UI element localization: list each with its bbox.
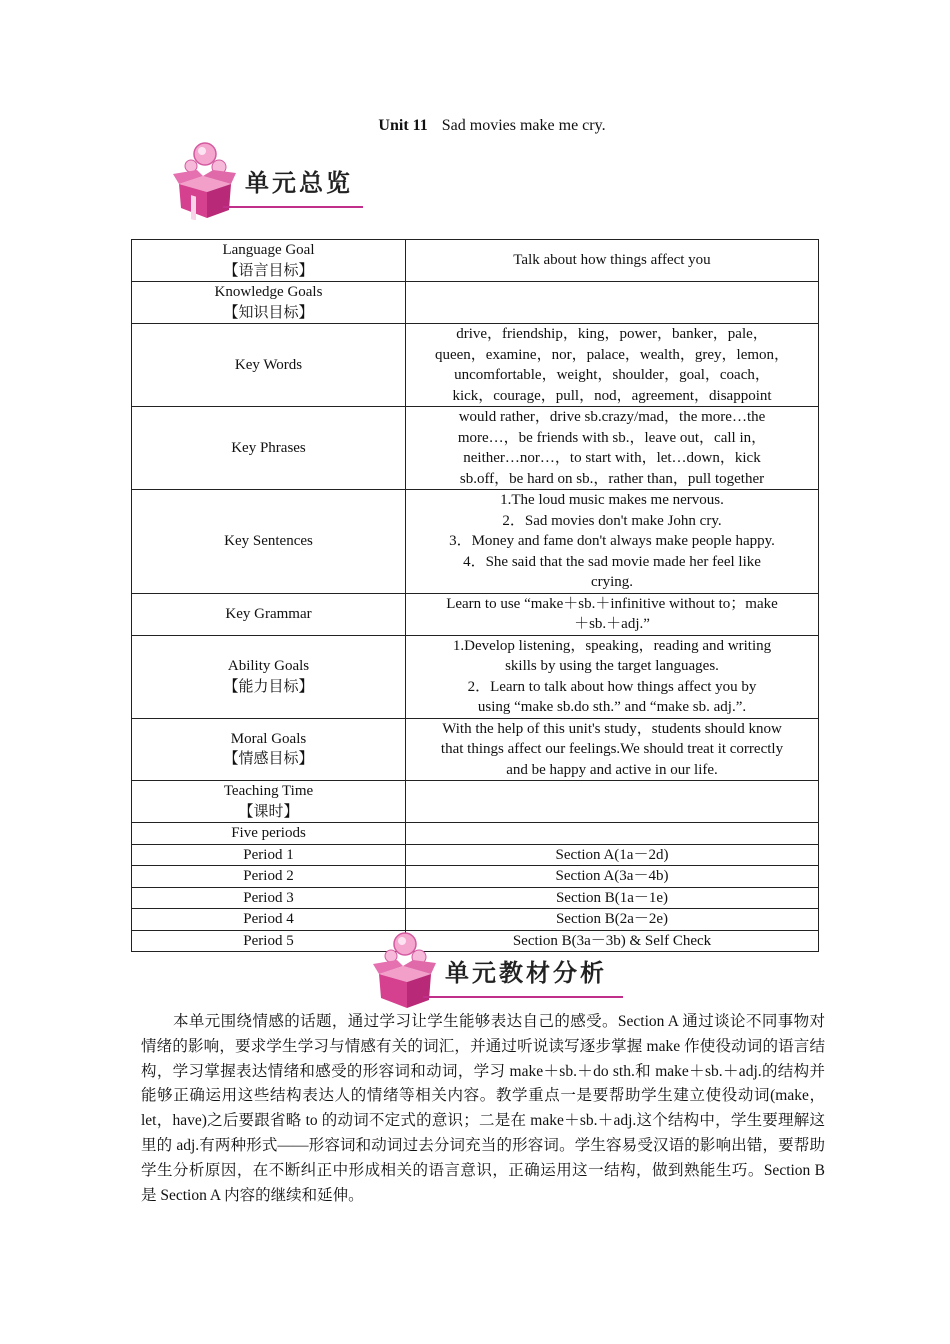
table-row — [132, 866, 819, 888]
row-label: Key Phrases — [132, 407, 406, 490]
row-value: would rather，drive sb.crazy/mad，the more…the more…，be friends with sb.，leave out，call in， neither…nor…，to start with，let…down，kick sb.off，be hard on sb.，rather than，pull together — [406, 407, 819, 490]
row-value: Section A(3a－4b) — [406, 866, 819, 888]
row-value: Section B(1a－1e) — [406, 887, 819, 909]
row-label: Knowledge Goals 【知识目标】 — [132, 282, 406, 324]
analysis-paragraph: 本单元围绕情感的话题，通过学习让学生能够表达自己的感受。Section A 通过谈论不同事物对情绪的影响，要求学生学习与情感有关的词汇，并通过听说读写逐步掌握 make 作使役动词的语言结构，学习掌握表达情绪和感受的形容词和动词，学习 make＋sb.＋do sth.和 make＋sb.＋adj.的结构并能够正确运用这些结构表达人的情绪等相关内容。教学重点一是要帮助学生建立使役动词(make，let，have)之后要跟省略 to 的动词不定式的意识；二是在 make＋sb.＋adj.这个结构中，学生要理解这里的 adj.有两种形式——形容词和动词过去分词充当的形容词。学生容易受汉语的影响出错，要帮助学生分析原因，在不断纠正中形成相关的语言意识，正确运用这一结构，做到熟能生巧。Section B 是 Section A 内容的继续和延伸。 — [141, 1013, 825, 1204]
row-value: drive，friendship，king，power，banker，pale， queen，examine，nor，palace，wealth，grey，lemon， uncomfortable，weight，shoulder，goal，coach， kick，courage，pull，nod，agreement，disappoint — [406, 324, 819, 407]
row-value: With the help of this unit's study，students should know that things affect our feelings.We should treat it correctly and be happy and active in our life. — [406, 718, 819, 781]
banner-title: 单元教材分析 — [445, 958, 607, 987]
row-label: Period 1 — [132, 844, 406, 866]
row-label: Period 3 — [132, 887, 406, 909]
row-value: Talk about how things affect you — [406, 240, 819, 282]
row-value: Section A(1a－2d) — [406, 844, 819, 866]
table-row — [132, 635, 819, 718]
row-label: Language Goal 【语言目标】 — [132, 240, 406, 282]
row-value: Section B(3a－3b) & Self Check — [406, 930, 819, 952]
row-label: Teaching Time 【课时】 — [132, 781, 406, 823]
table-row — [132, 240, 819, 282]
row-value — [406, 823, 819, 845]
unit-number: Unit 11 — [378, 117, 428, 134]
row-value: Section B(2a－2e) — [406, 909, 819, 931]
table-row — [132, 282, 819, 324]
banner-underline — [423, 996, 623, 998]
row-label: Five periods — [132, 823, 406, 845]
table-row — [132, 844, 819, 866]
table-row — [132, 887, 819, 909]
banner-underline — [223, 206, 363, 208]
unit-title: Sad movies make me cry. — [441, 117, 606, 134]
gift-box-icon — [373, 930, 437, 1010]
row-label: Ability Goals 【能力目标】 — [132, 635, 406, 718]
table-row — [132, 593, 819, 635]
row-label: Period 5 — [132, 930, 406, 952]
row-label: Key Words — [132, 324, 406, 407]
table-row — [132, 781, 819, 823]
banner-title: 单元总览 — [245, 168, 353, 197]
table-row — [132, 324, 819, 407]
row-value — [406, 282, 819, 324]
row-value: 1.The loud music makes me nervous. 2．Sad movies don't make John cry. 3．Money and fame don't always make people happy. 4．She said that the sad movie made her feel like crying. — [406, 490, 819, 594]
row-value: Learn to use “make＋sb.＋infinitive without to；make ＋sb.＋adj.” — [406, 593, 819, 635]
table-row — [132, 718, 819, 781]
row-label: Key Grammar — [132, 593, 406, 635]
row-label: Period 2 — [132, 866, 406, 888]
row-value: 1.Develop listening，speaking，reading and writing skills by using the target languages. 2．Learn to talk about how things affect you by using “make sb.do sth.” and “make sb. adj.”. — [406, 635, 819, 718]
row-label: Period 4 — [132, 909, 406, 931]
table-row — [132, 407, 819, 490]
row-label: Key Sentences — [132, 490, 406, 594]
gift-box-icon — [173, 140, 237, 220]
section-banner-overview — [173, 140, 353, 220]
table-row — [132, 823, 819, 845]
section-banner-analysis — [373, 930, 607, 1010]
page-title — [0, 117, 950, 135]
overview-table — [131, 239, 819, 952]
row-value — [406, 781, 819, 823]
table-row — [132, 490, 819, 594]
row-label: Moral Goals 【情感目标】 — [132, 718, 406, 781]
table-row — [132, 909, 819, 931]
